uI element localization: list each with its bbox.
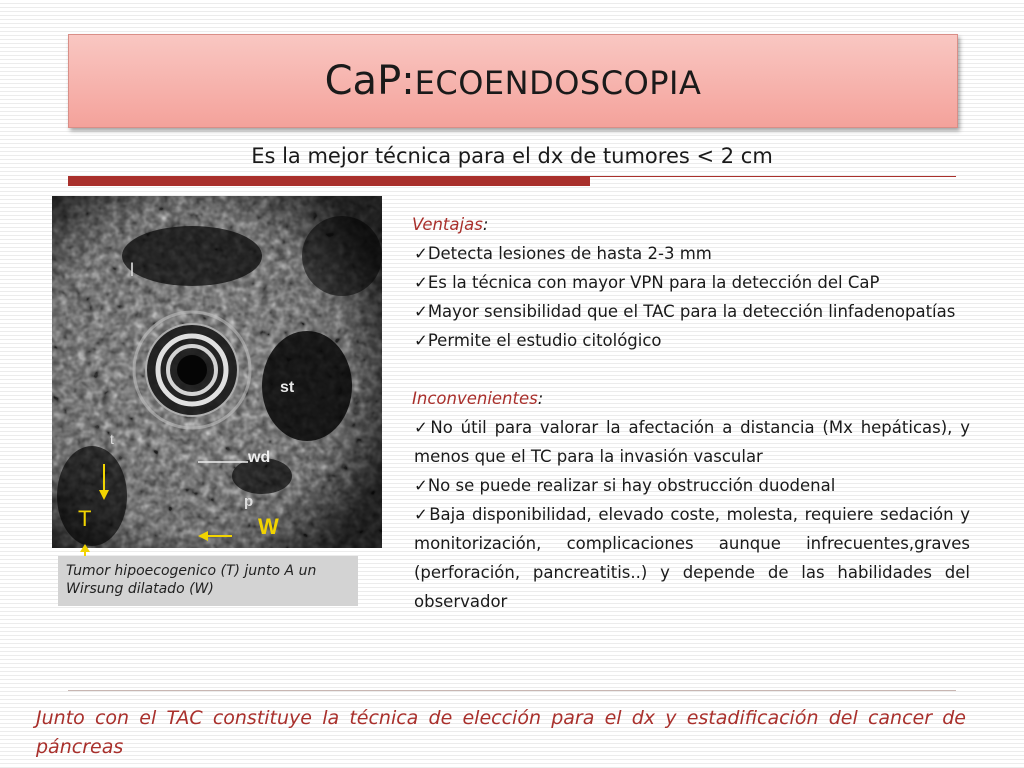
inconvenientes-item: ✓No se puede realizar si hay obstrucción duodenal — [414, 476, 836, 495]
image-caption: Tumor hipoecogenico (T) junto A un Wirsung dilatado (W) — [58, 556, 358, 606]
label-st: st — [280, 379, 295, 396]
inconvenientes-heading: Inconvenientes: — [412, 389, 544, 408]
label-W: W — [258, 514, 279, 539]
label-l: l — [130, 260, 134, 280]
ventajas-item: ✓Detecta lesiones de hasta 2-3 mm — [414, 244, 712, 263]
accent-bar — [68, 176, 590, 186]
content-list — [412, 210, 970, 616]
label-wd: wd — [248, 449, 271, 466]
label-t: t — [110, 431, 114, 447]
label-p: p — [244, 493, 254, 510]
title-sub: ECOENDOSCOPIA — [414, 64, 702, 102]
title-main: CaP: — [324, 58, 415, 104]
slide-title — [68, 34, 958, 128]
conclusion-text: Junto con el TAC constituye la técnica de elección para el dx y estadificación del cancer de páncreas — [36, 707, 966, 758]
slide-subtitle: Es la mejor técnica para el dx de tumores < 2 cm — [251, 144, 773, 168]
label-T: T — [78, 506, 92, 531]
inconvenientes-item: ✓Baja disponibilidad, elevado coste, molesta, requiere sedación y monitorización, complicaciones aunque infrecuentes,graves (perforación, pancreatitis..) y depende de las habilidades del observador — [414, 505, 970, 611]
accent-line — [590, 176, 956, 177]
inconvenientes-item: ✓No útil para valorar la afectación a distancia (Mx hepáticas), y menos que el TC para la invasión vascular — [414, 418, 970, 466]
ultrasound-image — [52, 196, 382, 548]
ventajas-item: ✓Es la técnica con mayor VPN para la detección del CaP — [414, 273, 880, 292]
ventajas-heading: Ventajas: — [412, 215, 489, 234]
ventajas-item: ✓Permite el estudio citológico — [414, 331, 662, 350]
bottom-divider — [68, 690, 956, 691]
ventajas-item: ✓Mayor sensibilidad que el TAC para la detección linfadenopatías — [414, 302, 956, 321]
